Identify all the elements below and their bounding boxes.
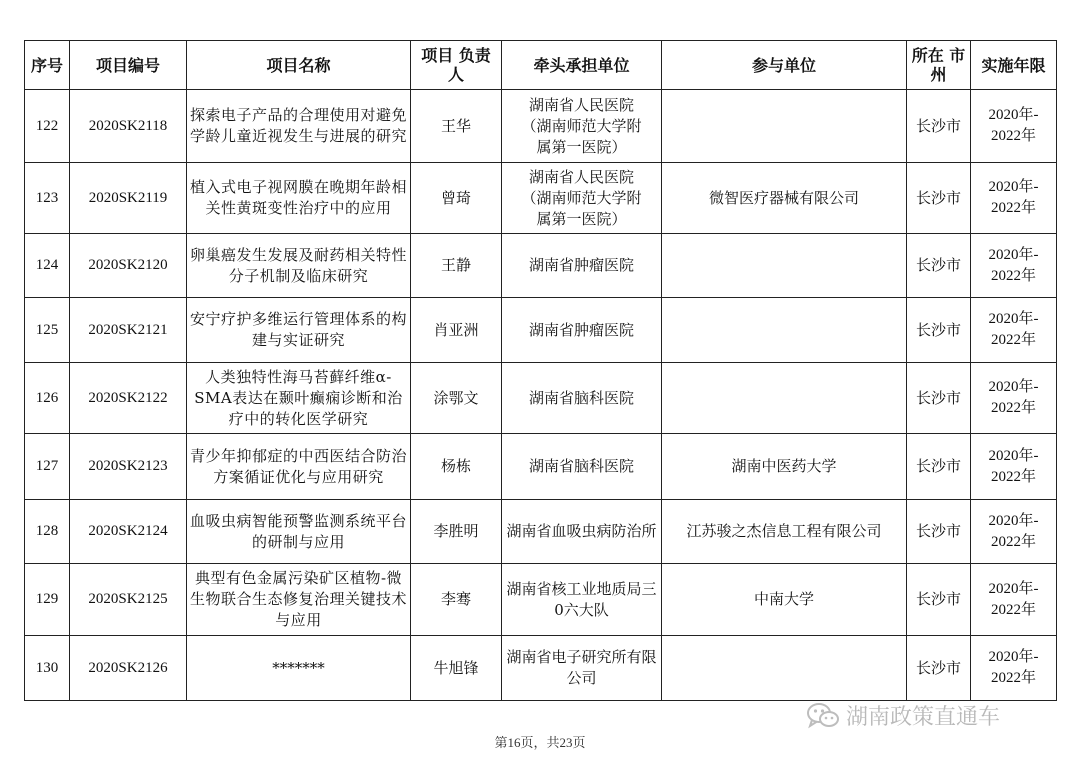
cell-city: 长沙市: [907, 90, 971, 163]
cell-code: 2020SK2119: [70, 163, 187, 234]
table-row: [25, 90, 1057, 163]
table-row: [25, 500, 1057, 564]
header-period: 实施年限: [971, 41, 1057, 90]
cell-num: 126: [25, 363, 70, 434]
cell-partners: [662, 234, 907, 298]
cell-partners: 微智医疗器械有限公司: [662, 163, 907, 234]
cell-leader: 涂鄂文: [411, 363, 502, 434]
cell-code: 2020SK2124: [70, 500, 187, 564]
header-num: 序号: [25, 41, 70, 90]
cell-lead-unit: 湖南省人民医院 （湖南师范大学附 属第一医院）: [502, 90, 662, 163]
cell-num: 125: [25, 298, 70, 363]
cell-name: 植入式电子视网膜在晚期年龄相关性黄斑变性治疗中的应用: [187, 163, 411, 234]
cell-code: 2020SK2122: [70, 363, 187, 434]
cell-period: 2020年- 2022年: [971, 500, 1057, 564]
cell-leader: 王静: [411, 234, 502, 298]
cell-code: 2020SK2125: [70, 564, 187, 636]
cell-leader: 肖亚洲: [411, 298, 502, 363]
cell-lead-unit: 湖南省肿瘤医院: [502, 234, 662, 298]
cell-name: 卵巢癌发生发展及耐药相关特性分子机制及临床研究: [187, 234, 411, 298]
cell-num: 127: [25, 434, 70, 500]
cell-partners: 湖南中医药大学: [662, 434, 907, 500]
cell-code: 2020SK2120: [70, 234, 187, 298]
cell-num: 124: [25, 234, 70, 298]
table-row: [25, 234, 1057, 298]
header-name: 项目名称: [187, 41, 411, 90]
cell-name: 安宁疗护多维运行管理体系的构建与实证研究: [187, 298, 411, 363]
cell-code: 2020SK2126: [70, 636, 187, 701]
cell-city: 长沙市: [907, 564, 971, 636]
cell-leader: 李骞: [411, 564, 502, 636]
cell-period: 2020年- 2022年: [971, 434, 1057, 500]
cell-partners: [662, 298, 907, 363]
cell-partners: 中南大学: [662, 564, 907, 636]
cell-city: 长沙市: [907, 636, 971, 701]
table-row: [25, 564, 1057, 636]
cell-leader: 杨栋: [411, 434, 502, 500]
header-code: 项目编号: [70, 41, 187, 90]
table-row: [25, 363, 1057, 434]
cell-period: 2020年- 2022年: [971, 234, 1057, 298]
cell-num: 130: [25, 636, 70, 701]
wechat-watermark: [806, 700, 1000, 731]
cell-name: 典型有色金属污染矿区植物-微生物联合生态修复治理关键技术与应用: [187, 564, 411, 636]
cell-lead-unit: 湖南省人民医院 （湖南师范大学附 属第一医院）: [502, 163, 662, 234]
cell-name: 青少年抑郁症的中西医结合防治方案循证优化与应用研究: [187, 434, 411, 500]
cell-lead-unit: 湖南省脑科医院: [502, 434, 662, 500]
cell-city: 长沙市: [907, 363, 971, 434]
wechat-icon: [806, 702, 840, 730]
cell-code: 2020SK2118: [70, 90, 187, 163]
page-number: 第16页，共23页: [494, 735, 586, 750]
cell-city: 长沙市: [907, 500, 971, 564]
cell-code: 2020SK2123: [70, 434, 187, 500]
cell-partners: [662, 363, 907, 434]
cell-leader: 王华: [411, 90, 502, 163]
cell-num: 128: [25, 500, 70, 564]
cell-num: 129: [25, 564, 70, 636]
cell-city: 长沙市: [907, 298, 971, 363]
cell-partners: [662, 636, 907, 701]
cell-leader: 牛旭锋: [411, 636, 502, 701]
cell-period: 2020年- 2022年: [971, 90, 1057, 163]
cell-name: 血吸虫病智能预警监测系统平台的研制与应用: [187, 500, 411, 564]
project-table: [24, 40, 1057, 701]
cell-name: 探索电子产品的合理使用对避免学龄儿童近视发生与进展的研究: [187, 90, 411, 163]
cell-period: 2020年- 2022年: [971, 363, 1057, 434]
header-leader: 项目 负责人: [411, 41, 502, 90]
cell-city: 长沙市: [907, 234, 971, 298]
cell-lead-unit: 湖南省肿瘤医院: [502, 298, 662, 363]
table-row: [25, 636, 1057, 701]
table-row: [25, 434, 1057, 500]
table-row: [25, 163, 1057, 234]
cell-num: 122: [25, 90, 70, 163]
table-row: [25, 298, 1057, 363]
cell-partners: [662, 90, 907, 163]
cell-lead-unit: 湖南省血吸虫病防治所: [502, 500, 662, 564]
watermark-text: 湖南政策直通车: [846, 705, 1001, 730]
cell-city: 长沙市: [907, 434, 971, 500]
cell-lead-unit: 湖南省脑科医院: [502, 363, 662, 434]
cell-period: 2020年- 2022年: [971, 636, 1057, 701]
cell-period: 2020年- 2022年: [971, 163, 1057, 234]
table-header-row: [25, 41, 1057, 90]
cell-name: *******: [187, 636, 411, 701]
header-city: 所在 市州: [907, 41, 971, 90]
header-partners: 参与单位: [662, 41, 907, 90]
cell-lead-unit: 湖南省核工业地质局三0六大队: [502, 564, 662, 636]
header-lead-unit: 牵头承担单位: [502, 41, 662, 90]
cell-leader: 曾琦: [411, 163, 502, 234]
cell-period: 2020年- 2022年: [971, 564, 1057, 636]
cell-period: 2020年- 2022年: [971, 298, 1057, 363]
cell-code: 2020SK2121: [70, 298, 187, 363]
cell-leader: 李胜明: [411, 500, 502, 564]
cell-num: 123: [25, 163, 70, 234]
cell-city: 长沙市: [907, 163, 971, 234]
cell-partners: 江苏骏之杰信息工程有限公司: [662, 500, 907, 564]
cell-name: 人类独特性海马苔藓纤维α-SMA表达在颞叶癫痫诊断和治疗中的转化医学研究: [187, 363, 411, 434]
cell-lead-unit: 湖南省电子研究所有限公司: [502, 636, 662, 701]
